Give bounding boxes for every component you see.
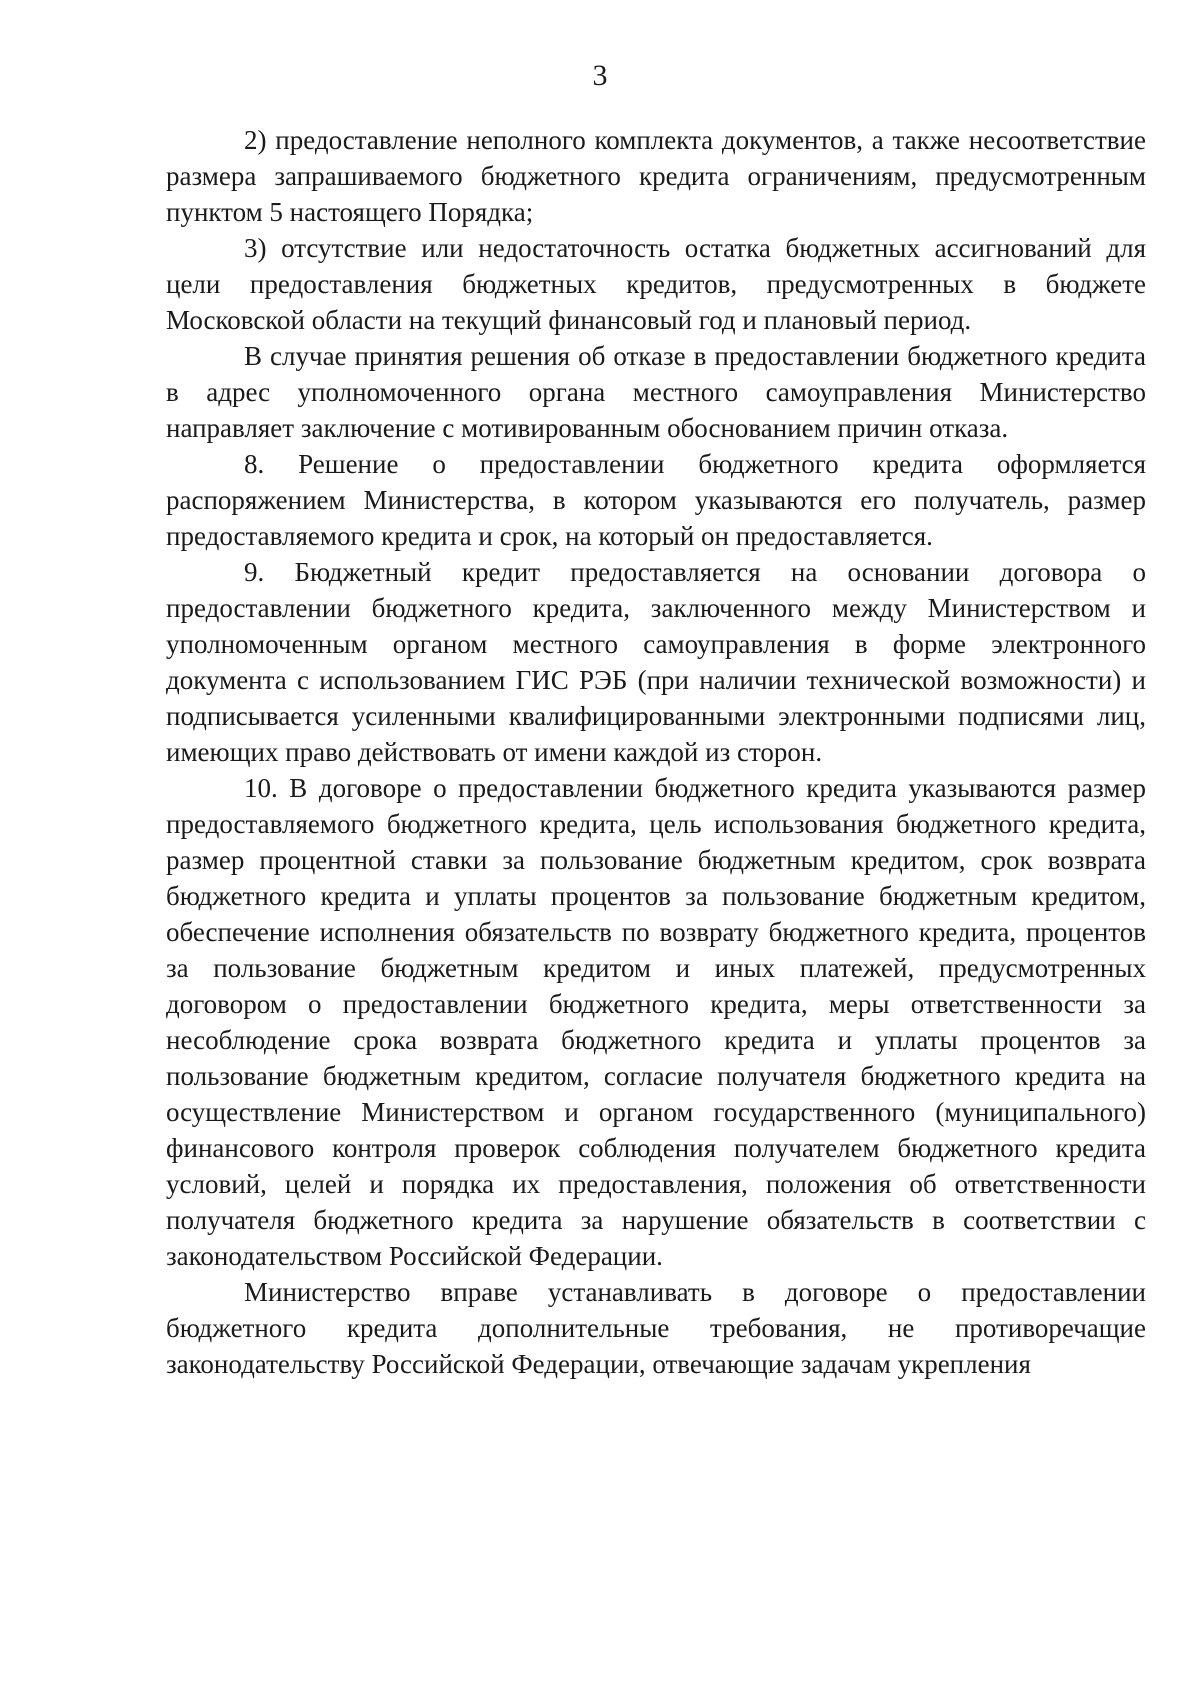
paragraph-item-3: 3) отсутствие или недостаточность остатка бюджетных ассигнований для цели предоставления бюджетных кредитов, предусмотренных в бюджете Московской области на текущий финансовый год и плановый период.: [166, 233, 1146, 335]
page-number: 3: [592, 59, 608, 92]
document-body: [166, 122, 1146, 1382]
paragraph-section-9: 9. Бюджетный кредит предоставляется на основании договора о предоставлении бюджетного кредита, заключенного между Министерством и уполномоченным органом местного самоуправления в форме электронного документа с использованием ГИС РЭБ (при наличии технической возможности) и подписывается усиленными квалифицированными электронными подписями лиц, имеющих право действовать от имени каждой из сторон.: [166, 557, 1146, 767]
paragraph-ministry-rights: Министерство вправе устанавливать в договоре о предоставлении бюджетного кредита дополнительные требования, не противоречащие законодательству Российской Федерации, отвечающие задачам укрепления: [166, 1277, 1146, 1379]
paragraph-refusal-notice: В случае принятия решения об отказе в предоставлении бюджетного кредита в адрес уполномоченного органа местного самоуправления Министерство направляет заключение с мотивированным обоснованием причин отказа.: [166, 341, 1146, 443]
paragraph-section-8: 8. Решение о предоставлении бюджетного кредита оформляется распоряжением Министерства, в котором указываются его получатель, размер предоставляемого кредита и срок, на который он предоставляется.: [166, 449, 1146, 551]
paragraph-item-2: 2) предоставление неполного комплекта документов, а также несоответствие размера запрашиваемого бюджетного кредита ограничениям, предусмотренным пунктом 5 настоящего Порядка;: [166, 125, 1146, 227]
paragraph-section-10: 10. В договоре о предоставлении бюджетного кредита указываются размер предоставляемого бюджетного кредита, цель использования бюджетного кредита, размер процентной ставки за пользование бюджетным кредитом, срок возврата бюджетного кредита и уплаты процентов за пользование бюджетным кредитом, обеспечение исполнения обязательств по возврату бюджетного кредита, процентов за пользование бюджетным кредитом и иных платежей, предусмотренных договором о предоставлении бюджетного кредита, меры ответственности за несоблюдение срока возврата бюджетного кредита и уплаты процентов за пользование бюджетным кредитом, согласие получателя бюджетного кредита на осуществление Министерством и органом государственного (муниципального) финансового контроля проверок соблюдения получателем бюджетного кредита условий, целей и порядка их предоставления, положения об ответственности получателя бюджетного кредита за нарушение обязательств в соответствии с законодательством Российской Федерации.: [166, 773, 1146, 1271]
